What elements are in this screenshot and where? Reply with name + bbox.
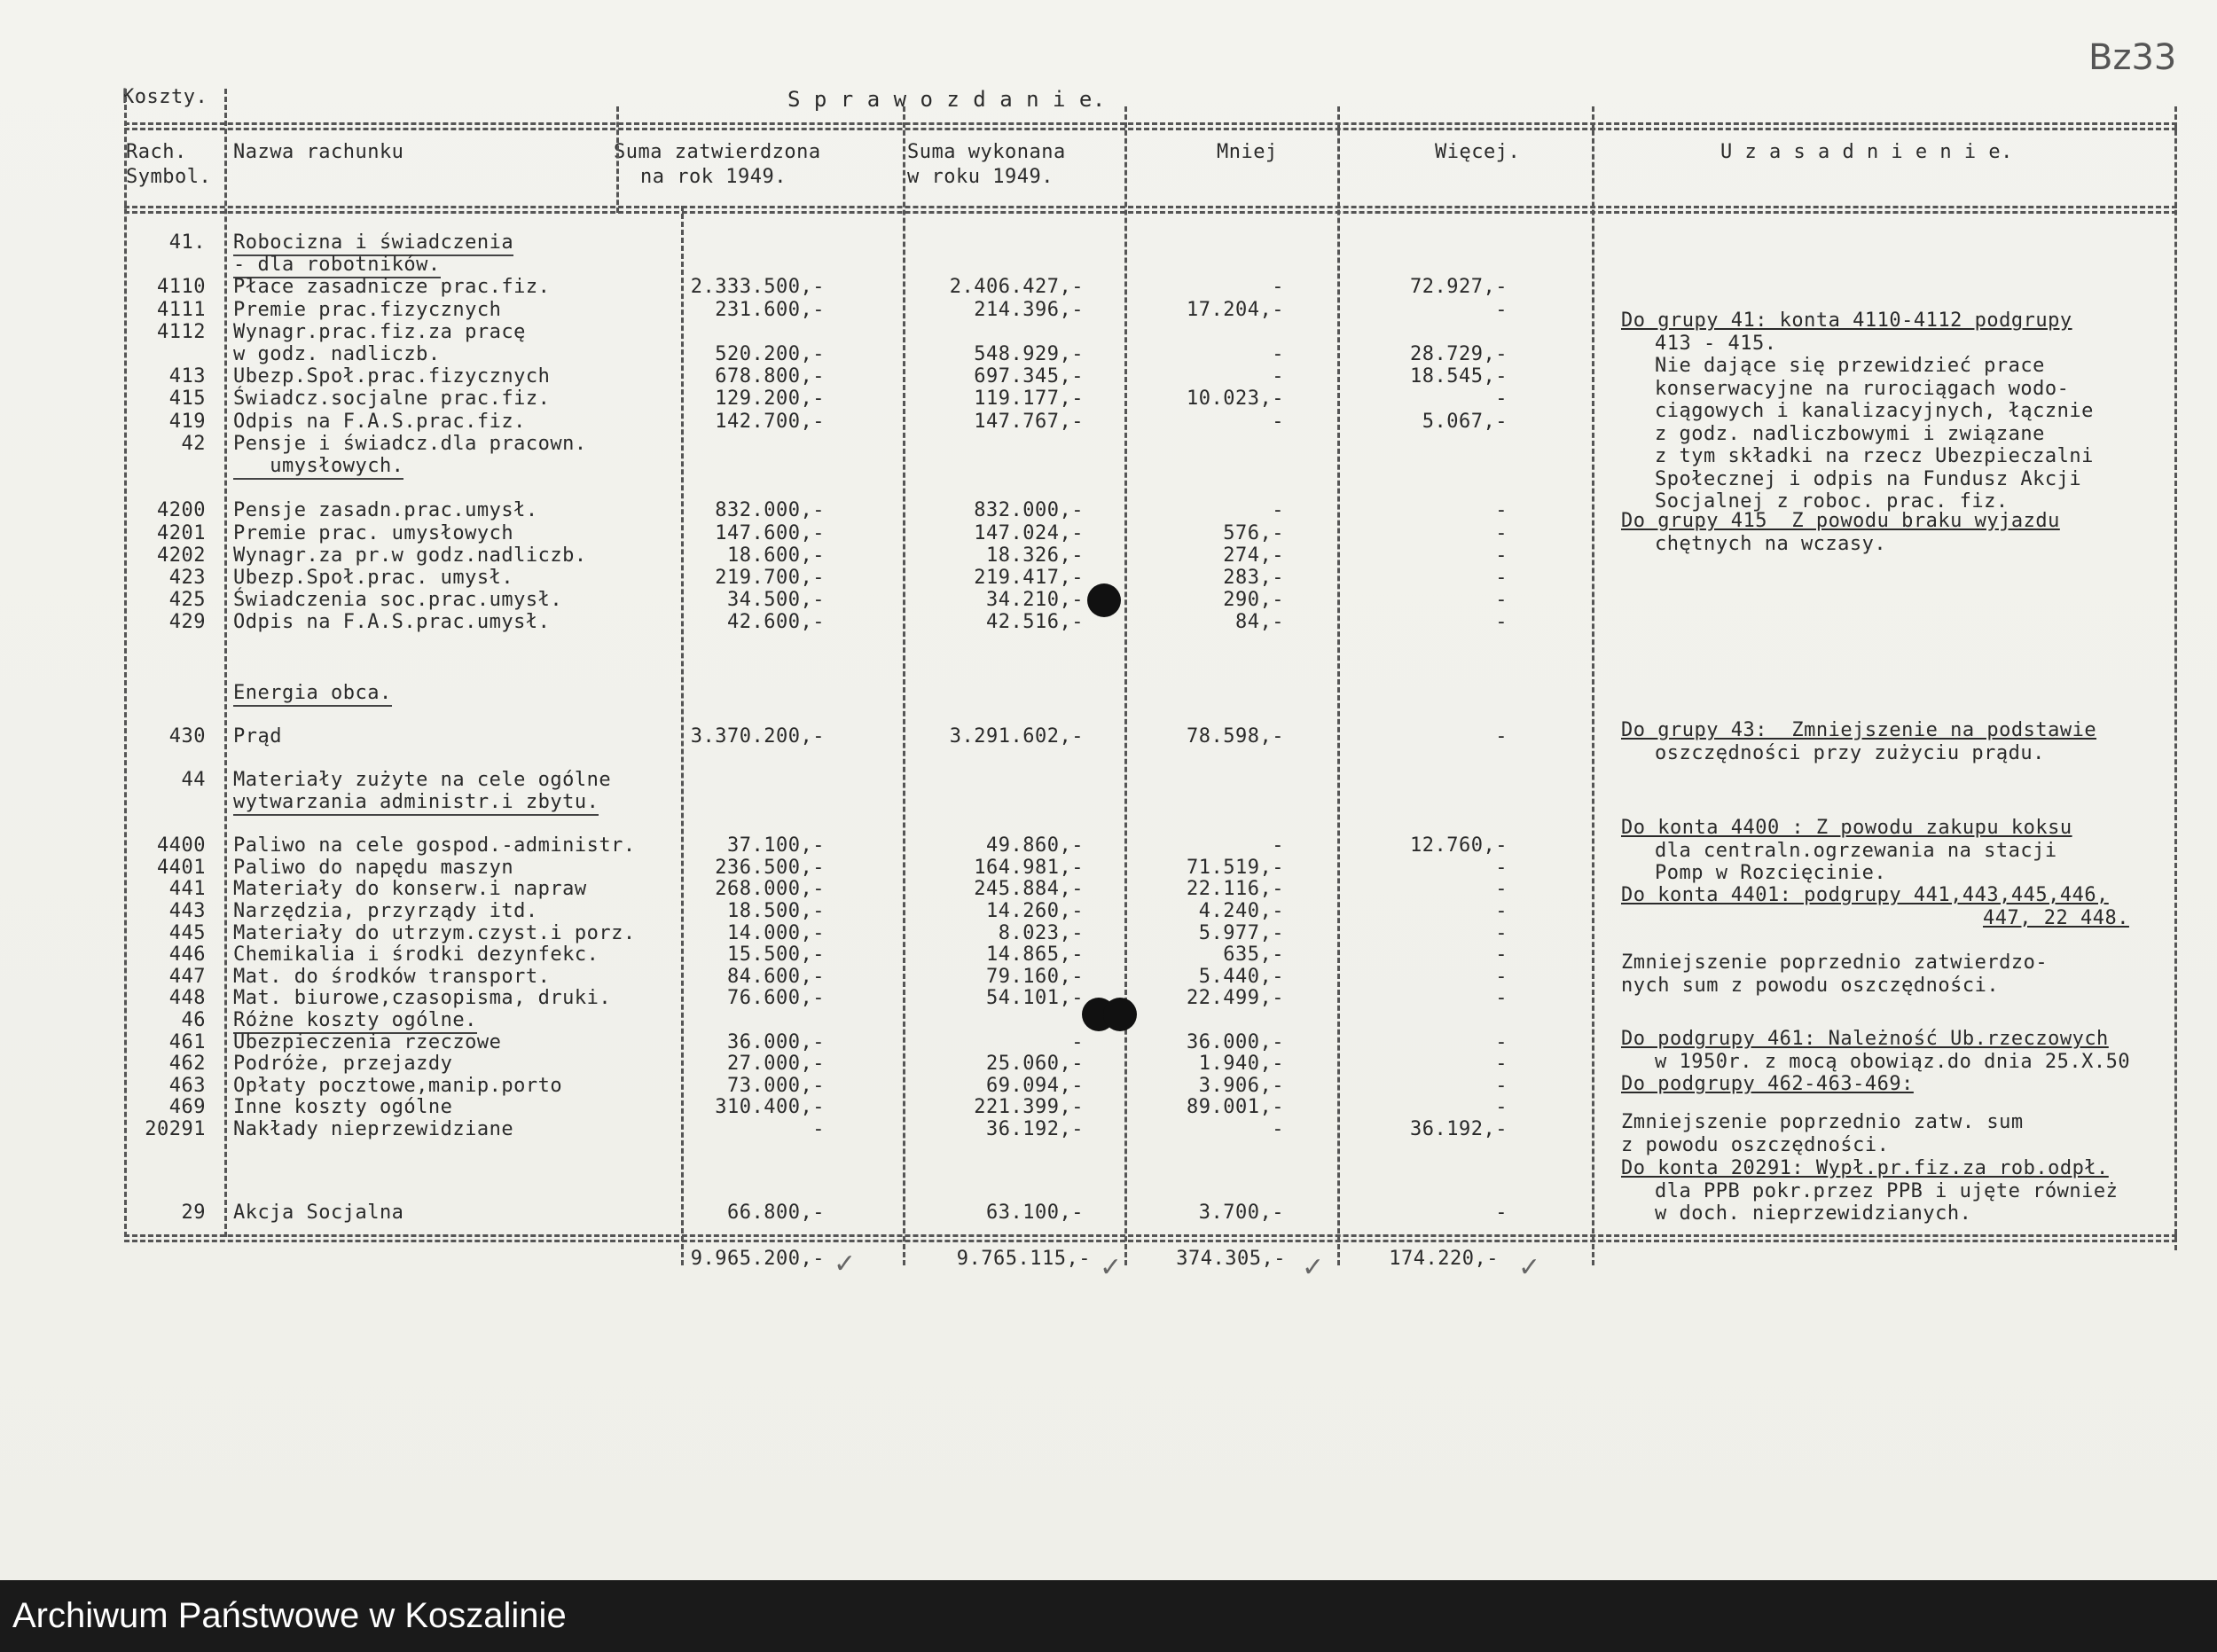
justification-line: Do grupy 415 Z powodu braku wyjazdu — [1621, 510, 2060, 532]
approved-amount: 34.500,- — [727, 589, 825, 612]
executed-amount: 36.192,- — [986, 1118, 1084, 1140]
less-amount: 22.499,- — [1187, 987, 1284, 1010]
justification-line: Nie dające się przewidzieć prace — [1655, 355, 2045, 377]
executed-amount: 49.860,- — [986, 834, 1084, 857]
approved-amount: 15.500,- — [727, 943, 825, 967]
account-name: Wynagr.prac.fiz.za pracę — [233, 320, 526, 343]
more-amount: - — [1495, 1096, 1508, 1119]
col-rule-2 — [224, 89, 227, 1237]
account-symbol: 42 — [181, 432, 206, 455]
approved-amount: 42.600,- — [727, 611, 825, 634]
account-name: Różne koszty ogólne. — [233, 1010, 477, 1034]
more-amount: - — [1495, 878, 1508, 901]
approved-amount: 14.000,- — [727, 921, 825, 944]
approved-amount: 18.600,- — [727, 544, 825, 567]
executed-amount: 34.210,- — [986, 589, 1084, 612]
approved-amount: 219.700,- — [715, 567, 825, 589]
justification-line: Do konta 4401: podgrupy 441,443,445,446, — [1621, 884, 2109, 906]
social-less: 3.700,- — [1198, 1202, 1284, 1224]
less-amount: 1.940,- — [1198, 1053, 1284, 1076]
more-amount: 36.192,- — [1410, 1118, 1508, 1140]
col-executed-header-2: w roku 1949. — [907, 166, 1054, 188]
account-name: Materiały zużyte na cele ogólne — [233, 769, 612, 792]
col-symbol-header-2: Symbol. — [126, 166, 212, 188]
account-symbol: 4200 — [157, 499, 206, 522]
justification-line: dla PPB pokr.przez PPB i ujęte również — [1655, 1179, 2119, 1202]
archive-stamp: Bz33 — [2088, 37, 2177, 78]
more-amount: - — [1495, 388, 1508, 411]
less-amount: 36.000,- — [1187, 1030, 1284, 1053]
account-name: Premie prac. umysłowych — [233, 521, 514, 544]
approved-amount: 36.000,- — [727, 1030, 825, 1053]
more-amount: - — [1495, 943, 1508, 967]
approved-amount: 147.600,- — [715, 521, 825, 544]
account-name: wytwarzania administr.i zbytu. — [233, 792, 599, 816]
account-symbol: 443 — [168, 900, 206, 922]
archive-footer — [0, 1580, 2217, 1652]
approved-amount: 3.370.200,- — [690, 725, 825, 748]
justification-line: Socjalnej z roboc. prac. fiz. — [1655, 490, 2009, 513]
justification-line: dla centraln.ogrzewania na stacji — [1655, 839, 2057, 862]
header-rule-bottom — [124, 206, 2177, 208]
account-symbol: 425 — [168, 589, 206, 612]
account-name: Pensje i świadcz.dla pracown. — [233, 432, 587, 455]
col-rule-5 — [1124, 106, 1127, 1265]
col-less-header: Mniej — [1217, 141, 1278, 163]
approved-amount: 129.200,- — [715, 388, 825, 411]
social-executed: 63.100,- — [986, 1202, 1084, 1224]
account-name: Narzędzia, przyrządy itd. — [233, 900, 538, 922]
account-symbol: 441 — [168, 878, 206, 901]
more-amount: - — [1495, 298, 1508, 321]
account-name: Energia obca. — [233, 683, 392, 707]
less-amount: 576,- — [1223, 521, 1284, 544]
executed-amount: 42.516,- — [986, 611, 1084, 634]
justification-line: z powodu oszczędności. — [1621, 1133, 1890, 1156]
approved-amount: 236.500,- — [715, 856, 825, 879]
account-symbol: 419 — [168, 410, 206, 433]
more-amount: - — [1495, 1074, 1508, 1097]
col-executed-header-1: Suma wykonana — [907, 141, 1066, 163]
approved-amount: 142.700,- — [715, 410, 825, 433]
account-name: Ubezp.Społ.prac.fizycznych — [233, 365, 551, 388]
col-rule-6 — [1337, 106, 1340, 1265]
justification-line: 413 - 415. — [1655, 332, 1777, 355]
account-name: Prąd — [233, 725, 282, 748]
account-name: Pensje zasadn.prac.umysł. — [233, 499, 538, 522]
approved-amount: 18.500,- — [727, 900, 825, 922]
col-rule-3a — [616, 106, 619, 213]
header-rule-top — [124, 122, 2177, 125]
less-amount: 78.598,- — [1187, 725, 1284, 748]
account-name: Mat. biurowe,czasopisma, druki. — [233, 987, 612, 1010]
account-symbol: 415 — [168, 388, 206, 411]
account-symbol: 4110 — [157, 276, 206, 299]
executed-amount: 54.101,- — [986, 987, 1084, 1010]
more-amount: - — [1495, 1030, 1508, 1053]
more-amount: - — [1495, 725, 1508, 748]
archive-name: Archiwum Państwowe w Koszalinie — [12, 1596, 567, 1635]
account-symbol: 4202 — [157, 544, 206, 567]
total-more: 174.220,- — [1389, 1248, 1499, 1270]
totals-rule — [124, 1234, 2177, 1237]
account-name: Chemikalia i środki dezynfekc. — [233, 943, 599, 967]
justification-line: Do grupy 41: konta 4110-4112 podgrupy — [1621, 309, 2072, 332]
justification-line: Do podgrupy 462-463-469: — [1621, 1073, 1914, 1095]
account-name: Opłaty pocztowe,manip.porto — [233, 1074, 563, 1097]
approved-amount: 27.000,- — [727, 1053, 825, 1076]
account-name: Paliwo do napędu maszyn — [233, 856, 514, 879]
col-more-header: Więcej. — [1435, 141, 1521, 163]
justification-line: w doch. nieprzewidzianych. — [1655, 1202, 1972, 1225]
account-name: Płace zasadnicze prac.fiz. — [233, 276, 551, 299]
account-name: Wynagr.za pr.w godz.nadliczb. — [233, 544, 587, 567]
account-symbol: 447 — [168, 965, 206, 988]
approved-amount: 310.400,- — [715, 1096, 825, 1119]
executed-amount: 147.767,- — [974, 410, 1084, 433]
executed-amount: 832.000,- — [974, 499, 1084, 522]
justification-line: Do podgrupy 461: Należność Ub.rzeczowych — [1621, 1028, 2109, 1050]
account-name: umysłowych. — [233, 456, 403, 480]
header-rule-top-2 — [124, 128, 2177, 130]
col-rule-7 — [1592, 106, 1594, 1265]
approved-amount: 76.600,- — [727, 987, 825, 1010]
account-symbol: 4400 — [157, 834, 206, 857]
account-symbol: 20291 — [145, 1118, 206, 1140]
justification-line: Do konta 20291: Wypł.pr.fiz.za rob.odpł. — [1621, 1157, 2109, 1179]
more-amount: - — [1495, 856, 1508, 879]
approved-amount: 832.000,- — [715, 499, 825, 522]
account-symbol: 413 — [168, 365, 206, 388]
more-amount: 18.545,- — [1410, 365, 1508, 388]
account-name: Odpis na F.A.S.prac.umysł. — [233, 611, 551, 634]
less-amount: - — [1272, 499, 1284, 522]
approved-amount: 2.333.500,- — [690, 276, 825, 299]
check-mark: ✓ — [834, 1249, 857, 1280]
col-approved-header-1: Suma zatwierdzona — [614, 141, 821, 163]
executed-amount: 3.291.602,- — [949, 725, 1084, 748]
more-amount: - — [1495, 499, 1508, 522]
executed-amount: 221.399,- — [974, 1096, 1084, 1119]
less-amount: 3.906,- — [1198, 1074, 1284, 1097]
executed-amount: 164.981,- — [974, 856, 1084, 879]
account-symbol: 429 — [168, 611, 206, 634]
account-name: Materiały do utrzym.czyst.i porz. — [233, 921, 636, 944]
col-approved-header-2: na rok 1949. — [640, 166, 787, 188]
account-symbol: 4201 — [157, 521, 206, 544]
more-amount: - — [1495, 1053, 1508, 1076]
executed-amount: - — [1071, 1030, 1084, 1053]
account-name: Premie prac.fizycznych — [233, 298, 502, 321]
more-amount: - — [1495, 965, 1508, 988]
justification-line: chętnych na wczasy. — [1655, 532, 1887, 555]
more-amount: - — [1495, 611, 1508, 634]
account-symbol: 445 — [168, 921, 206, 944]
justification-line: Do grupy 43: Zmniejszenie na podstawie — [1621, 719, 2097, 741]
executed-amount: 8.023,- — [998, 921, 1084, 944]
less-amount: 5.440,- — [1198, 965, 1284, 988]
less-amount: 22.116,- — [1187, 878, 1284, 901]
less-amount: - — [1272, 834, 1284, 857]
social-symbol: 29 — [181, 1202, 206, 1224]
total-approved: 9.965.200,- — [690, 1248, 825, 1270]
account-name: Świadczenia soc.prac.umysł. — [233, 589, 563, 612]
more-amount: - — [1495, 521, 1508, 544]
less-amount: 5.977,- — [1198, 921, 1284, 944]
justification-line: konserwacyjne na rurociągach wodo- — [1655, 377, 2070, 400]
less-amount: - — [1272, 343, 1284, 365]
account-symbol: 4112 — [157, 320, 206, 343]
account-symbol: 446 — [168, 943, 206, 967]
executed-amount: 219.417,- — [974, 567, 1084, 589]
less-amount: 89.001,- — [1187, 1096, 1284, 1119]
justification-line: z tym składki na rzecz Ubezpieczalni — [1655, 445, 2094, 467]
justification-line: nych sum z powodu oszczędności. — [1621, 974, 2000, 997]
account-name: Odpis na F.A.S.prac.fiz. — [233, 410, 526, 433]
account-symbol: 463 — [168, 1074, 206, 1097]
more-amount: 5.067,- — [1422, 410, 1508, 433]
social-more: - — [1495, 1202, 1508, 1224]
social-name: Akcja Socjalna — [233, 1202, 404, 1224]
account-name: Ubezpieczenia rzeczowe — [233, 1030, 502, 1053]
social-approved: 66.800,- — [727, 1202, 825, 1224]
more-amount: 28.729,- — [1410, 343, 1508, 365]
justification-line: Zmniejszenie poprzednio zatwierdzo- — [1621, 951, 2049, 974]
account-name: Świadcz.socjalne prac.fiz. — [233, 388, 551, 411]
justification-line: ciągowych i kanalizacyjnych, łącznie — [1655, 400, 2094, 422]
less-amount: 84,- — [1235, 611, 1284, 634]
check-mark: ✓ — [1302, 1252, 1325, 1283]
justification-line: Pomp w Rozcięcinie. — [1655, 862, 1887, 884]
justification-line: Społecznej i odpis na Fundusz Akcji — [1655, 467, 2082, 490]
justification-line: oszczędności przy zużyciu prądu. — [1655, 741, 2045, 764]
more-amount: - — [1495, 900, 1508, 922]
executed-amount: 548.929,- — [974, 343, 1084, 365]
less-amount: 274,- — [1223, 544, 1284, 567]
executed-amount: 2.406.427,- — [949, 276, 1084, 299]
less-amount: - — [1272, 365, 1284, 388]
more-amount: 12.760,- — [1410, 834, 1508, 857]
executed-amount: 697.345,- — [974, 365, 1084, 388]
executed-amount: 214.396,- — [974, 298, 1084, 321]
approved-amount: 520.200,- — [715, 343, 825, 365]
check-mark: ✓ — [1518, 1252, 1541, 1283]
less-amount: - — [1272, 276, 1284, 299]
account-name: Robocizna i świadczenia — [233, 232, 513, 256]
col-name-header: Nazwa rachunku — [233, 141, 404, 163]
executed-amount: 18.326,- — [986, 544, 1084, 567]
justification-line: z godz. nadliczbowymi i związane — [1655, 422, 2045, 445]
approved-amount: 37.100,- — [727, 834, 825, 857]
executed-amount: 147.024,- — [974, 521, 1084, 544]
less-amount: - — [1272, 410, 1284, 433]
approved-amount: 73.000,- — [727, 1074, 825, 1097]
account-symbol: 462 — [168, 1053, 206, 1076]
executed-amount: 119.177,- — [974, 388, 1084, 411]
account-symbol: 448 — [168, 987, 206, 1010]
punch-hole — [1103, 998, 1137, 1031]
col-reason-header: U z a s a d n i e n i e. — [1720, 141, 2013, 163]
executed-amount: 25.060,- — [986, 1053, 1084, 1076]
less-amount: 4.240,- — [1198, 900, 1284, 922]
less-amount: - — [1272, 1118, 1284, 1140]
executed-amount: 245.884,- — [974, 878, 1084, 901]
more-amount: - — [1495, 567, 1508, 589]
account-symbol: 423 — [168, 567, 206, 589]
justification-line: Do konta 4400 : Z powodu zakupu koksu — [1621, 817, 2072, 839]
more-amount: - — [1495, 544, 1508, 567]
executed-amount: 69.094,- — [986, 1074, 1084, 1097]
account-name: Nakłady nieprzewidziane — [233, 1118, 514, 1140]
more-amount: - — [1495, 921, 1508, 944]
total-less: 374.305,- — [1176, 1248, 1286, 1270]
account-symbol: 469 — [168, 1096, 206, 1119]
less-amount: 71.519,- — [1187, 856, 1284, 879]
col-symbol-header-1: Rach. — [126, 141, 187, 163]
more-amount: - — [1495, 987, 1508, 1010]
account-name: Inne koszty ogólne — [233, 1096, 453, 1119]
account-name: Podróże, przejazdy — [233, 1053, 453, 1076]
account-name: - dla robotników. — [233, 254, 441, 278]
punch-hole — [1087, 583, 1121, 617]
executed-amount: 79.160,- — [986, 965, 1084, 988]
check-mark: ✓ — [1100, 1252, 1123, 1283]
executed-amount: 14.865,- — [986, 943, 1084, 967]
col-rule-4 — [903, 106, 905, 1265]
executed-amount: 14.260,- — [986, 900, 1084, 922]
justification-line: 447, 22 448. — [1983, 906, 2129, 929]
less-amount: 290,- — [1223, 589, 1284, 612]
col-rule-8 — [2174, 106, 2177, 1250]
account-symbol: 46 — [181, 1009, 206, 1031]
account-name: w godz. nadliczb. — [233, 343, 441, 365]
account-symbol: 41. — [168, 231, 206, 254]
more-amount: - — [1495, 589, 1508, 612]
total-executed: 9.765.115,- — [956, 1248, 1091, 1270]
account-symbol: 430 — [168, 725, 206, 748]
account-name: Mat. do środków transport. — [233, 965, 551, 988]
approved-amount: - — [812, 1118, 825, 1140]
account-symbol: 44 — [181, 769, 206, 792]
account-symbol: 4111 — [157, 298, 206, 321]
header-rule-bottom-2 — [124, 211, 2177, 214]
approved-amount: 678.800,- — [715, 365, 825, 388]
koszty-label: Koszty. — [122, 86, 208, 108]
totals-rule-2 — [124, 1240, 2177, 1242]
account-symbol: 461 — [168, 1030, 206, 1053]
document-title: S p r a w o z d a n i e. — [787, 87, 1106, 112]
col-rule-1 — [124, 89, 127, 1237]
account-name: Materiały do konserw.i napraw — [233, 878, 587, 901]
approved-amount: 231.600,- — [715, 298, 825, 321]
approved-amount: 268.000,- — [715, 878, 825, 901]
less-amount: 17.204,- — [1187, 298, 1284, 321]
less-amount: 10.023,- — [1187, 388, 1284, 411]
account-name: Ubezp.Społ.prac. umysł. — [233, 567, 514, 589]
more-amount: 72.927,- — [1410, 276, 1508, 299]
justification-line: Zmniejszenie poprzednio zatw. sum — [1621, 1111, 2024, 1133]
less-amount: 283,- — [1223, 567, 1284, 589]
approved-amount: 84.600,- — [727, 965, 825, 988]
account-name: Paliwo na cele gospod.-administr. — [233, 834, 636, 857]
account-symbol: 4401 — [157, 856, 206, 879]
less-amount: 635,- — [1223, 943, 1284, 967]
justification-line: w 1950r. z mocą obowiąz.do dnia 25.X.50 — [1655, 1050, 2131, 1073]
